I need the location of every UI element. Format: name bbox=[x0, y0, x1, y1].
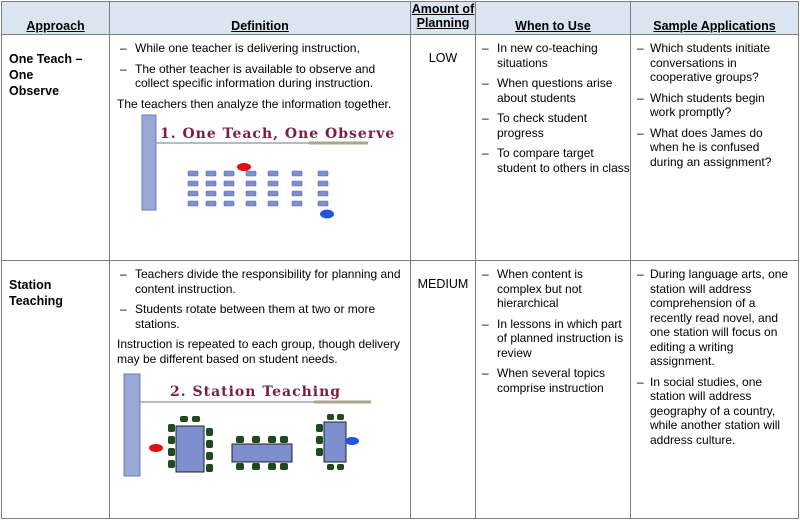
definition-note: Instruction is repeated to each group, though delivery may be different based on student needs. bbox=[117, 337, 400, 366]
list-item: – To compare target student to others in class bbox=[476, 146, 630, 175]
list-item: – During language arts, one station will address comprehension of a recently read novel, and one station will focus on editing a writing assignment. bbox=[631, 267, 798, 369]
student-desk bbox=[318, 191, 328, 196]
station-group bbox=[232, 436, 292, 470]
diagram-title: 2. Station Teaching bbox=[170, 384, 342, 400]
definition-cell bbox=[110, 35, 411, 261]
list-item: – While one teacher is delivering instruction, bbox=[114, 41, 406, 56]
definition-note: The teachers then analyze the information together. bbox=[117, 96, 392, 111]
student-desk bbox=[224, 191, 234, 196]
co-teaching-table bbox=[1, 1, 799, 519]
student-chair bbox=[168, 460, 175, 468]
list-item: – To check student progress bbox=[476, 111, 630, 140]
student-desk bbox=[318, 201, 328, 206]
student-desk bbox=[224, 201, 234, 206]
student-desk bbox=[206, 171, 216, 176]
list-item: – Which students begin work promptly? bbox=[631, 91, 798, 120]
station-teaching-diagram bbox=[114, 366, 406, 506]
student-desk bbox=[268, 181, 278, 186]
student-chair bbox=[252, 463, 260, 470]
student-desk bbox=[188, 191, 198, 196]
student-chair bbox=[268, 436, 276, 443]
teacher-red bbox=[149, 444, 163, 452]
student-desk bbox=[268, 201, 278, 206]
student-chair bbox=[316, 424, 323, 432]
student-chair bbox=[268, 463, 276, 470]
definition-list bbox=[114, 267, 406, 331]
table-row bbox=[2, 261, 799, 519]
station-table bbox=[232, 444, 292, 462]
header-when: When to Use bbox=[476, 2, 631, 35]
approach-label: Station Teaching bbox=[9, 278, 63, 308]
approach-label: One Teach – One bbox=[9, 52, 83, 82]
station-table bbox=[324, 422, 346, 462]
student-desk bbox=[188, 201, 198, 206]
whiteboard bbox=[142, 115, 156, 210]
header-row bbox=[2, 2, 799, 35]
list-item: – When several topics comprise instruction bbox=[476, 366, 630, 395]
diagram-title: 1. One Teach, One Observe bbox=[160, 126, 396, 142]
student-chair bbox=[252, 436, 260, 443]
samples-cell bbox=[631, 261, 799, 519]
samples-cell bbox=[631, 35, 799, 261]
samples-list bbox=[631, 41, 798, 169]
student-chair bbox=[316, 436, 323, 444]
student-chair bbox=[327, 414, 334, 420]
one-teach-one-observe-diagram bbox=[114, 111, 406, 251]
student-desk bbox=[246, 181, 256, 186]
student-chair bbox=[327, 464, 334, 470]
list-item: – When content is complex but not hierarchical bbox=[476, 267, 630, 311]
student-desk bbox=[292, 201, 302, 206]
student-desk bbox=[268, 191, 278, 196]
student-desk bbox=[292, 181, 302, 186]
list-item: – What does James do when he is confused during an assignment? bbox=[631, 126, 798, 170]
list-item: – In new co-teaching situations bbox=[476, 41, 630, 70]
student-chair bbox=[206, 440, 213, 448]
samples-list bbox=[631, 267, 798, 447]
definition-cell bbox=[110, 261, 411, 519]
student-desk bbox=[188, 171, 198, 176]
station-table bbox=[176, 426, 204, 472]
list-item: – Students rotate between them at two or more stations. bbox=[114, 302, 406, 331]
student-desk bbox=[224, 181, 234, 186]
student-chair bbox=[180, 416, 188, 422]
station-group bbox=[316, 414, 346, 470]
student-desk bbox=[246, 191, 256, 196]
whiteboard bbox=[124, 374, 140, 476]
list-item: – When questions arise about students bbox=[476, 76, 630, 105]
when-cell bbox=[476, 261, 631, 519]
header-definition: Definition bbox=[110, 2, 411, 35]
student-chair bbox=[192, 416, 200, 422]
list-item: – The other teacher is available to observe and collect specific information during instruction. bbox=[114, 62, 406, 91]
approach-cell bbox=[2, 261, 110, 519]
student-desk bbox=[292, 171, 302, 176]
approach-cell bbox=[2, 35, 110, 261]
teacher-blue bbox=[320, 210, 334, 219]
teacher-red bbox=[237, 163, 251, 171]
student-chair bbox=[206, 428, 213, 436]
student-desk bbox=[292, 191, 302, 196]
student-chair bbox=[206, 464, 213, 472]
student-chair bbox=[168, 436, 175, 444]
student-desk bbox=[246, 201, 256, 206]
student-chair bbox=[337, 464, 344, 470]
student-desk bbox=[188, 181, 198, 186]
student-chair bbox=[236, 463, 244, 470]
student-chair bbox=[168, 448, 175, 456]
station-group bbox=[168, 416, 213, 472]
list-item: – In lessons in which part of planned instruction is review bbox=[476, 317, 630, 361]
table-row bbox=[2, 35, 799, 261]
approach-label: Observe bbox=[9, 84, 60, 98]
header-approach: Approach bbox=[2, 2, 110, 35]
when-list bbox=[476, 41, 630, 175]
student-desk bbox=[224, 171, 234, 176]
planning-cell: MEDIUM bbox=[411, 261, 476, 519]
student-chair bbox=[236, 436, 244, 443]
student-desk bbox=[246, 171, 256, 176]
student-desk bbox=[318, 181, 328, 186]
student-chair bbox=[206, 452, 213, 460]
teacher-blue bbox=[345, 437, 359, 445]
when-cell bbox=[476, 35, 631, 261]
classroom-diagram bbox=[114, 366, 414, 506]
list-item: – In social studies, one station will address geography of a country, while another station will address culture. bbox=[631, 375, 798, 448]
list-item: – Which students initiate conversations in cooperative groups? bbox=[631, 41, 798, 85]
definition-list bbox=[114, 41, 406, 91]
student-desks bbox=[188, 171, 328, 206]
header-samples: Sample Applications bbox=[631, 2, 799, 35]
student-chair bbox=[337, 414, 344, 420]
student-desk bbox=[206, 191, 216, 196]
classroom-diagram bbox=[114, 111, 414, 241]
student-desk bbox=[318, 171, 328, 176]
student-chair bbox=[280, 436, 288, 443]
student-chair bbox=[168, 424, 175, 432]
student-desk bbox=[206, 181, 216, 186]
list-item: – Teachers divide the responsibility for planning and content instruction. bbox=[114, 267, 406, 296]
when-list bbox=[476, 267, 630, 395]
student-chair bbox=[316, 448, 323, 456]
header-planning: Amount of Planning bbox=[411, 2, 476, 35]
student-chair bbox=[280, 463, 288, 470]
student-desk bbox=[206, 201, 216, 206]
student-desk bbox=[268, 171, 278, 176]
planning-cell: LOW bbox=[411, 35, 476, 261]
